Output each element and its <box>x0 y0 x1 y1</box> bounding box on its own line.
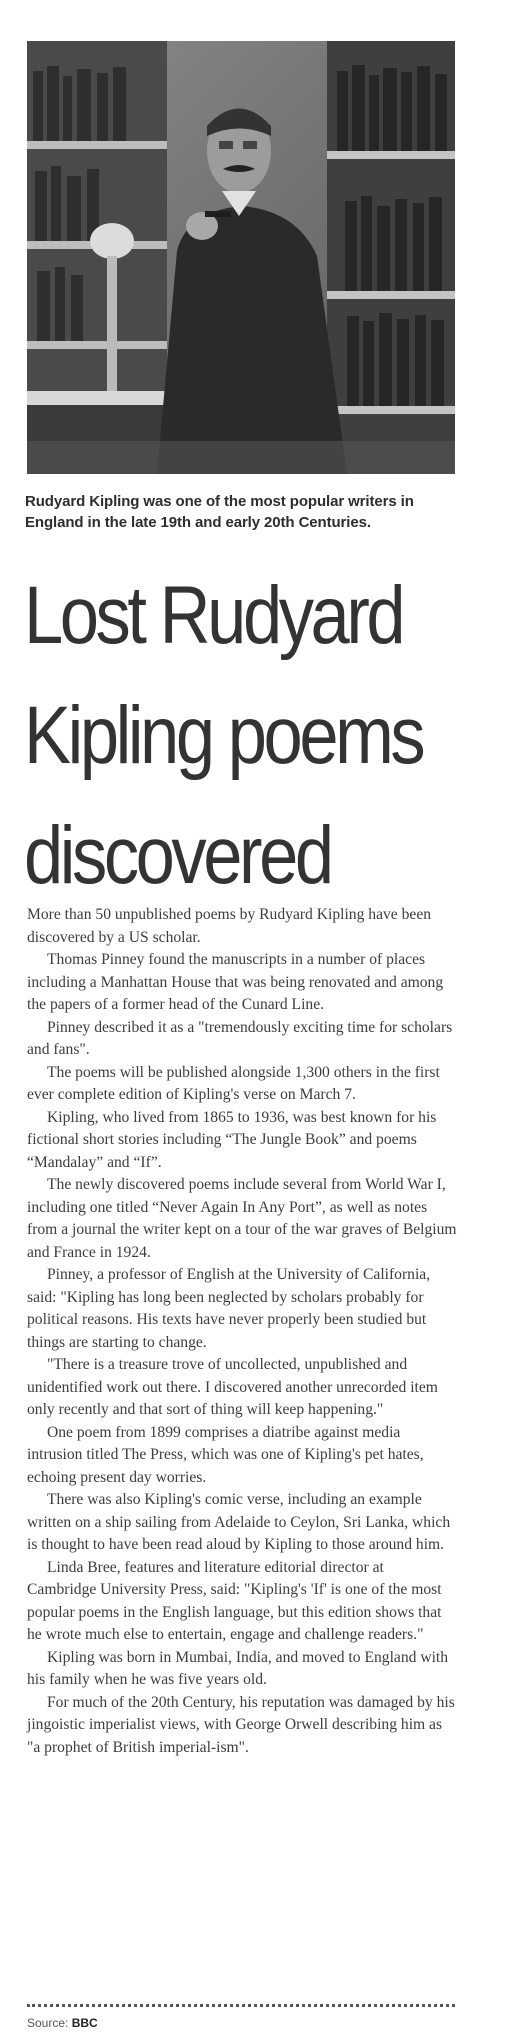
paragraph: The poems will be published alongside 1,300 others in the first ever complete edition of Kipling's verse on March 7. <box>27 1063 440 1103</box>
paragraph: More than 50 unpublished poems by Rudyard Kipling have been discovered by a US scholar. <box>27 906 432 946</box>
headline-line: Lost Rudyard <box>24 570 403 661</box>
paragraph: Kipling was born in Mumbai, India, and moved to England with his family when he was five years old. <box>27 1648 449 1688</box>
portrait-photo-icon <box>27 41 455 474</box>
headline-line: Kipling poems <box>24 690 423 781</box>
paragraph: Pinney described it as a "tremendously exciting time for scholars and fans". <box>27 1018 453 1058</box>
source-name: BBC <box>71 2016 98 2030</box>
paragraph: For much of the 20th Century, his reputation was damaged by his jingoistic imperialist views, with George Orwell describing him as "a prophet of British imperial-ism". <box>27 1693 455 1756</box>
paragraph: "There is a treasure trove of uncollected, unpublished and unidentified work out there. I discovered another unrecorded item only recently and that sort of thing will keep happening." <box>27 1356 438 1418</box>
headline <box>24 556 437 916</box>
paragraph: There was also Kipling's comic verse, including an example written on a ship sailing from Adelaide to Ceylon, Sri Lanka, which is thought to have been read aloud by Kipling to those around him. <box>27 1491 451 1553</box>
source-credit <box>27 2016 98 2030</box>
article-body <box>27 904 457 1759</box>
kipling-photo <box>27 41 455 474</box>
paragraph: Pinney, a professor of English at the University of California, said: "Kipling has long been neglected by scholars probably for political reasons. His texts have never properly been studied but things are starting to change. <box>27 1266 431 1351</box>
paragraph: The newly discovered poems include several from World War I, including one titled “Never Again In Any Port”, as well as notes from a journal the writer kept on a tour of the war graves of Belgium and France in 1924. <box>27 1176 457 1261</box>
source-label: Source: <box>27 2016 69 2030</box>
photo-caption: Rudyard Kipling was one of the most popular writers in England in the late 19th and early 20th Centuries. <box>25 493 414 531</box>
paragraph: Linda Bree, features and literature editorial director at Cambridge University Press, said: "Kipling's 'If' is one of the most popular poems in the English language, but this edition shows that he wrote much else to entertain, engage and challenge readers." <box>27 1558 442 1643</box>
headline-line: discovered <box>24 810 331 901</box>
paragraph: Thomas Pinney found the manuscripts in a number of places including a Manhattan House that was being renovated and among the papers of a former head of the Cunard Line. <box>27 951 444 1013</box>
paragraph: One poem from 1899 comprises a diatribe against media intrusion titled The Press, which was one of Kipling's pet hates, echoing present day worries. <box>27 1423 424 1486</box>
dotted-divider <box>27 2004 455 2007</box>
paragraph: Kipling, who lived from 1865 to 1936, was best known for his fictional short stories including “The Jungle Book” and poems “Mandalay” and “If”. <box>27 1108 437 1171</box>
